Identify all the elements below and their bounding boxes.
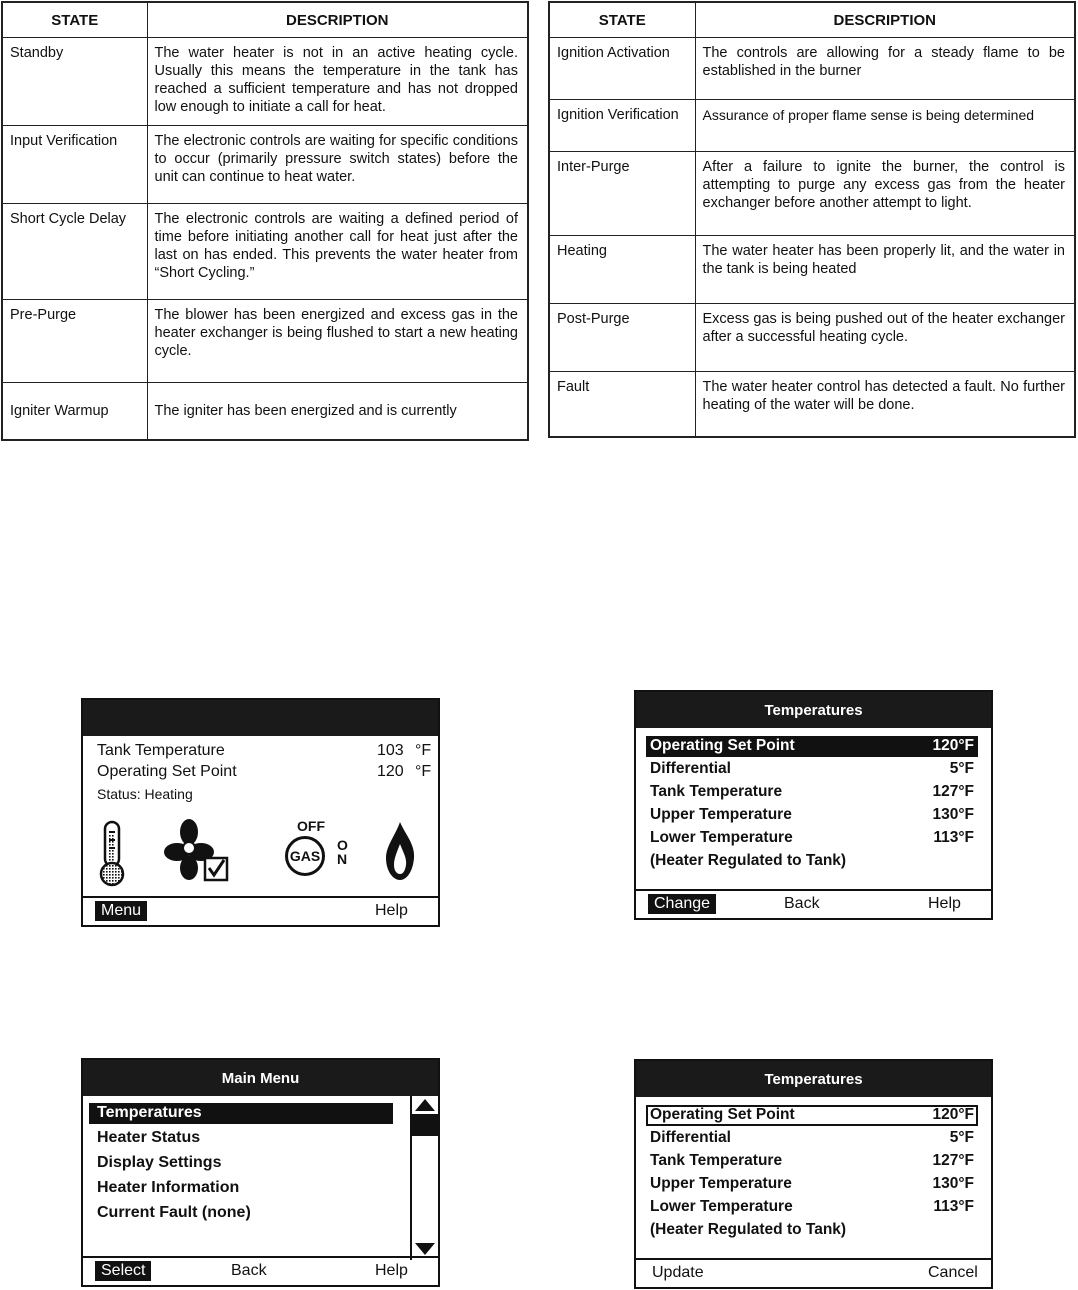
table-row	[549, 304, 1075, 372]
state-description: The controls are allowing for a steady flame to be established in the burner	[695, 38, 1075, 100]
state-name: Ignition Activation	[549, 38, 695, 100]
row-label: Upper Temperature	[650, 806, 792, 823]
flame-icon	[383, 820, 417, 882]
main-menu-title-bar	[83, 1060, 438, 1096]
setpoint-value: 120	[377, 763, 404, 780]
row-value: 113°F	[933, 829, 974, 846]
scroll-up-arrow-icon[interactable]	[414, 1098, 436, 1112]
column-header-description: DESCRIPTION	[695, 2, 1075, 38]
gas-label: GAS	[285, 836, 325, 876]
help-button[interactable]: Help	[375, 902, 408, 919]
state-name: Post-Purge	[549, 304, 695, 372]
row-value: 130°F	[932, 806, 974, 823]
status-footer	[83, 896, 438, 925]
row-value: 5°F	[949, 1129, 974, 1146]
setpoint-row[interactable]	[646, 736, 978, 757]
state-description: The igniter has been energized and is currently	[147, 383, 528, 440]
cancel-button[interactable]: Cancel	[928, 1264, 978, 1281]
tank-temperature-unit: °F	[415, 742, 432, 759]
thermometer-icon	[97, 820, 127, 888]
table-row	[549, 38, 1075, 100]
state-description: After a failure to ignite the burner, the control is attempting to purge any excess gas from the heater exchanger before another attempt to light.	[695, 152, 1075, 236]
update-button[interactable]: Update	[652, 1264, 704, 1281]
state-description: The electronic controls are waiting a defined period of time before initiating another call for heat just after the last on has ended. This prevents the water heater from “Short Cycling.”	[147, 204, 528, 300]
row-label: Tank Temperature	[650, 783, 783, 800]
gas-valve-icon	[285, 818, 355, 884]
tank-temperature-row[interactable]	[646, 1151, 978, 1172]
gas-on-n: N	[337, 851, 348, 867]
row-label: Lower Temperature	[650, 829, 793, 846]
scroll-down-arrow-icon[interactable]	[414, 1242, 436, 1256]
temperatures-title-bar	[636, 692, 991, 728]
menu-button[interactable]: Menu	[95, 901, 147, 921]
gas-on-o: O	[337, 837, 348, 853]
temperatures-title: Temperatures	[764, 701, 863, 719]
row-label: Operating Set Point	[650, 1106, 795, 1123]
row-label: Tank Temperature	[650, 1152, 783, 1169]
row-label: Differential	[650, 760, 731, 777]
upper-temperature-row[interactable]	[646, 805, 978, 826]
state-table-left	[1, 1, 529, 441]
tank-temperature-label: Tank Temperature	[97, 742, 225, 759]
table-row	[2, 300, 528, 383]
temperatures-title-bar	[636, 1061, 991, 1097]
gas-off-label: OFF	[297, 818, 325, 834]
table-row	[2, 126, 528, 204]
row-value: 5°F	[949, 760, 974, 777]
row-label: Differential	[650, 1129, 731, 1146]
state-name: Input Verification	[2, 126, 147, 204]
regulation-note: (Heater Regulated to Tank)	[650, 852, 847, 869]
row-value: 113°F	[933, 1198, 974, 1215]
help-button[interactable]: Help	[375, 1262, 408, 1279]
back-button[interactable]: Back	[231, 1262, 267, 1279]
menu-item-current-fault[interactable]: Current Fault (none)	[97, 1204, 251, 1221]
state-name: Inter-Purge	[549, 152, 695, 236]
temperatures-footer	[636, 889, 991, 918]
row-label: Operating Set Point	[650, 737, 795, 754]
row-value: 130°F	[932, 1175, 974, 1192]
menu-item-display-settings[interactable]: Display Settings	[97, 1154, 222, 1171]
state-description: Assurance of proper flame sense is being determined	[695, 100, 1075, 152]
state-name: Fault	[549, 372, 695, 437]
upper-temperature-row[interactable]	[646, 1174, 978, 1195]
setpoint-row[interactable]	[646, 1105, 978, 1126]
temperatures-screen	[634, 690, 993, 920]
status-text: Status: Heating	[97, 786, 193, 802]
state-description: The water heater has been properly lit, and the water in the tank is being heated	[695, 236, 1075, 304]
row-label: Upper Temperature	[650, 1175, 792, 1192]
help-button[interactable]: Help	[928, 895, 961, 912]
setpoint-row	[97, 763, 432, 781]
menu-scrollbar[interactable]	[410, 1096, 438, 1260]
table-row	[549, 100, 1075, 152]
setpoint-label: Operating Set Point	[97, 763, 237, 780]
menu-item-heater-information[interactable]: Heater Information	[97, 1179, 240, 1196]
main-menu-title: Main Menu	[221, 1069, 300, 1087]
tank-temperature-row	[97, 742, 432, 760]
back-button[interactable]: Back	[784, 895, 820, 912]
blower-fan-icon	[163, 818, 233, 884]
column-header-state: STATE	[2, 2, 147, 38]
state-name: Standby	[2, 38, 147, 126]
table-row	[2, 204, 528, 300]
change-button[interactable]: Change	[648, 894, 716, 914]
temperatures-edit-footer	[636, 1258, 991, 1287]
state-description: The blower has been energized and excess gas in the heater exchanger is being flushed to start a new heating cycle.	[147, 300, 528, 383]
state-description: The water heater is not in an active heating cycle. Usually this means the temperature in the tank has reached a sufficient temperature and has not dropped low enough to initiate a call for heat.	[147, 38, 528, 126]
status-screen-title-bar	[83, 700, 438, 736]
table-header-row	[2, 2, 528, 38]
tank-temperature-value: 103	[377, 742, 404, 759]
table-row	[2, 383, 528, 440]
select-button[interactable]: Select	[95, 1261, 151, 1281]
scroll-thumb[interactable]	[412, 1114, 438, 1136]
state-table-right	[548, 1, 1076, 438]
differential-row[interactable]	[646, 759, 978, 780]
regulation-note: (Heater Regulated to Tank)	[650, 1221, 847, 1238]
row-label: Lower Temperature	[650, 1198, 793, 1215]
main-menu-screen	[81, 1058, 440, 1287]
row-value: 127°F	[932, 1152, 974, 1169]
temperatures-edit-screen	[634, 1059, 993, 1289]
row-value: 127°F	[932, 783, 974, 800]
state-description: Excess gas is being pushed out of the heater exchanger after a successful heating cycle.	[695, 304, 1075, 372]
lower-temperature-row[interactable]	[646, 828, 978, 849]
main-menu-footer	[83, 1256, 438, 1285]
differential-row[interactable]	[646, 1128, 978, 1149]
table-row	[549, 236, 1075, 304]
state-description: The electronic controls are waiting for specific conditions to occur (primarily pressure switch states) before the unit can continue to heat water.	[147, 126, 528, 204]
state-name: Heating	[549, 236, 695, 304]
state-name: Pre-Purge	[2, 300, 147, 383]
lower-temperature-row[interactable]	[646, 1197, 978, 1218]
state-description: The water heater control has detected a fault. No further heating of the water will be done.	[695, 372, 1075, 437]
table-row	[549, 152, 1075, 236]
menu-item-temperatures[interactable]: Temperatures	[89, 1103, 393, 1124]
table-row	[2, 38, 528, 126]
status-screen	[81, 698, 440, 927]
row-value: 120°F	[932, 1106, 974, 1123]
table-header-row	[549, 2, 1075, 38]
temperatures-title: Temperatures	[764, 1070, 863, 1088]
state-name: Short Cycle Delay	[2, 204, 147, 300]
setpoint-unit: °F	[415, 763, 432, 780]
table-row	[549, 372, 1075, 437]
row-value: 120°F	[932, 737, 974, 754]
state-name: Ignition Verification	[549, 100, 695, 152]
tank-temperature-row[interactable]	[646, 782, 978, 803]
menu-item-heater-status[interactable]: Heater Status	[97, 1129, 201, 1146]
column-header-description: DESCRIPTION	[147, 2, 528, 38]
state-name: Igniter Warmup	[2, 383, 147, 440]
column-header-state: STATE	[549, 2, 695, 38]
